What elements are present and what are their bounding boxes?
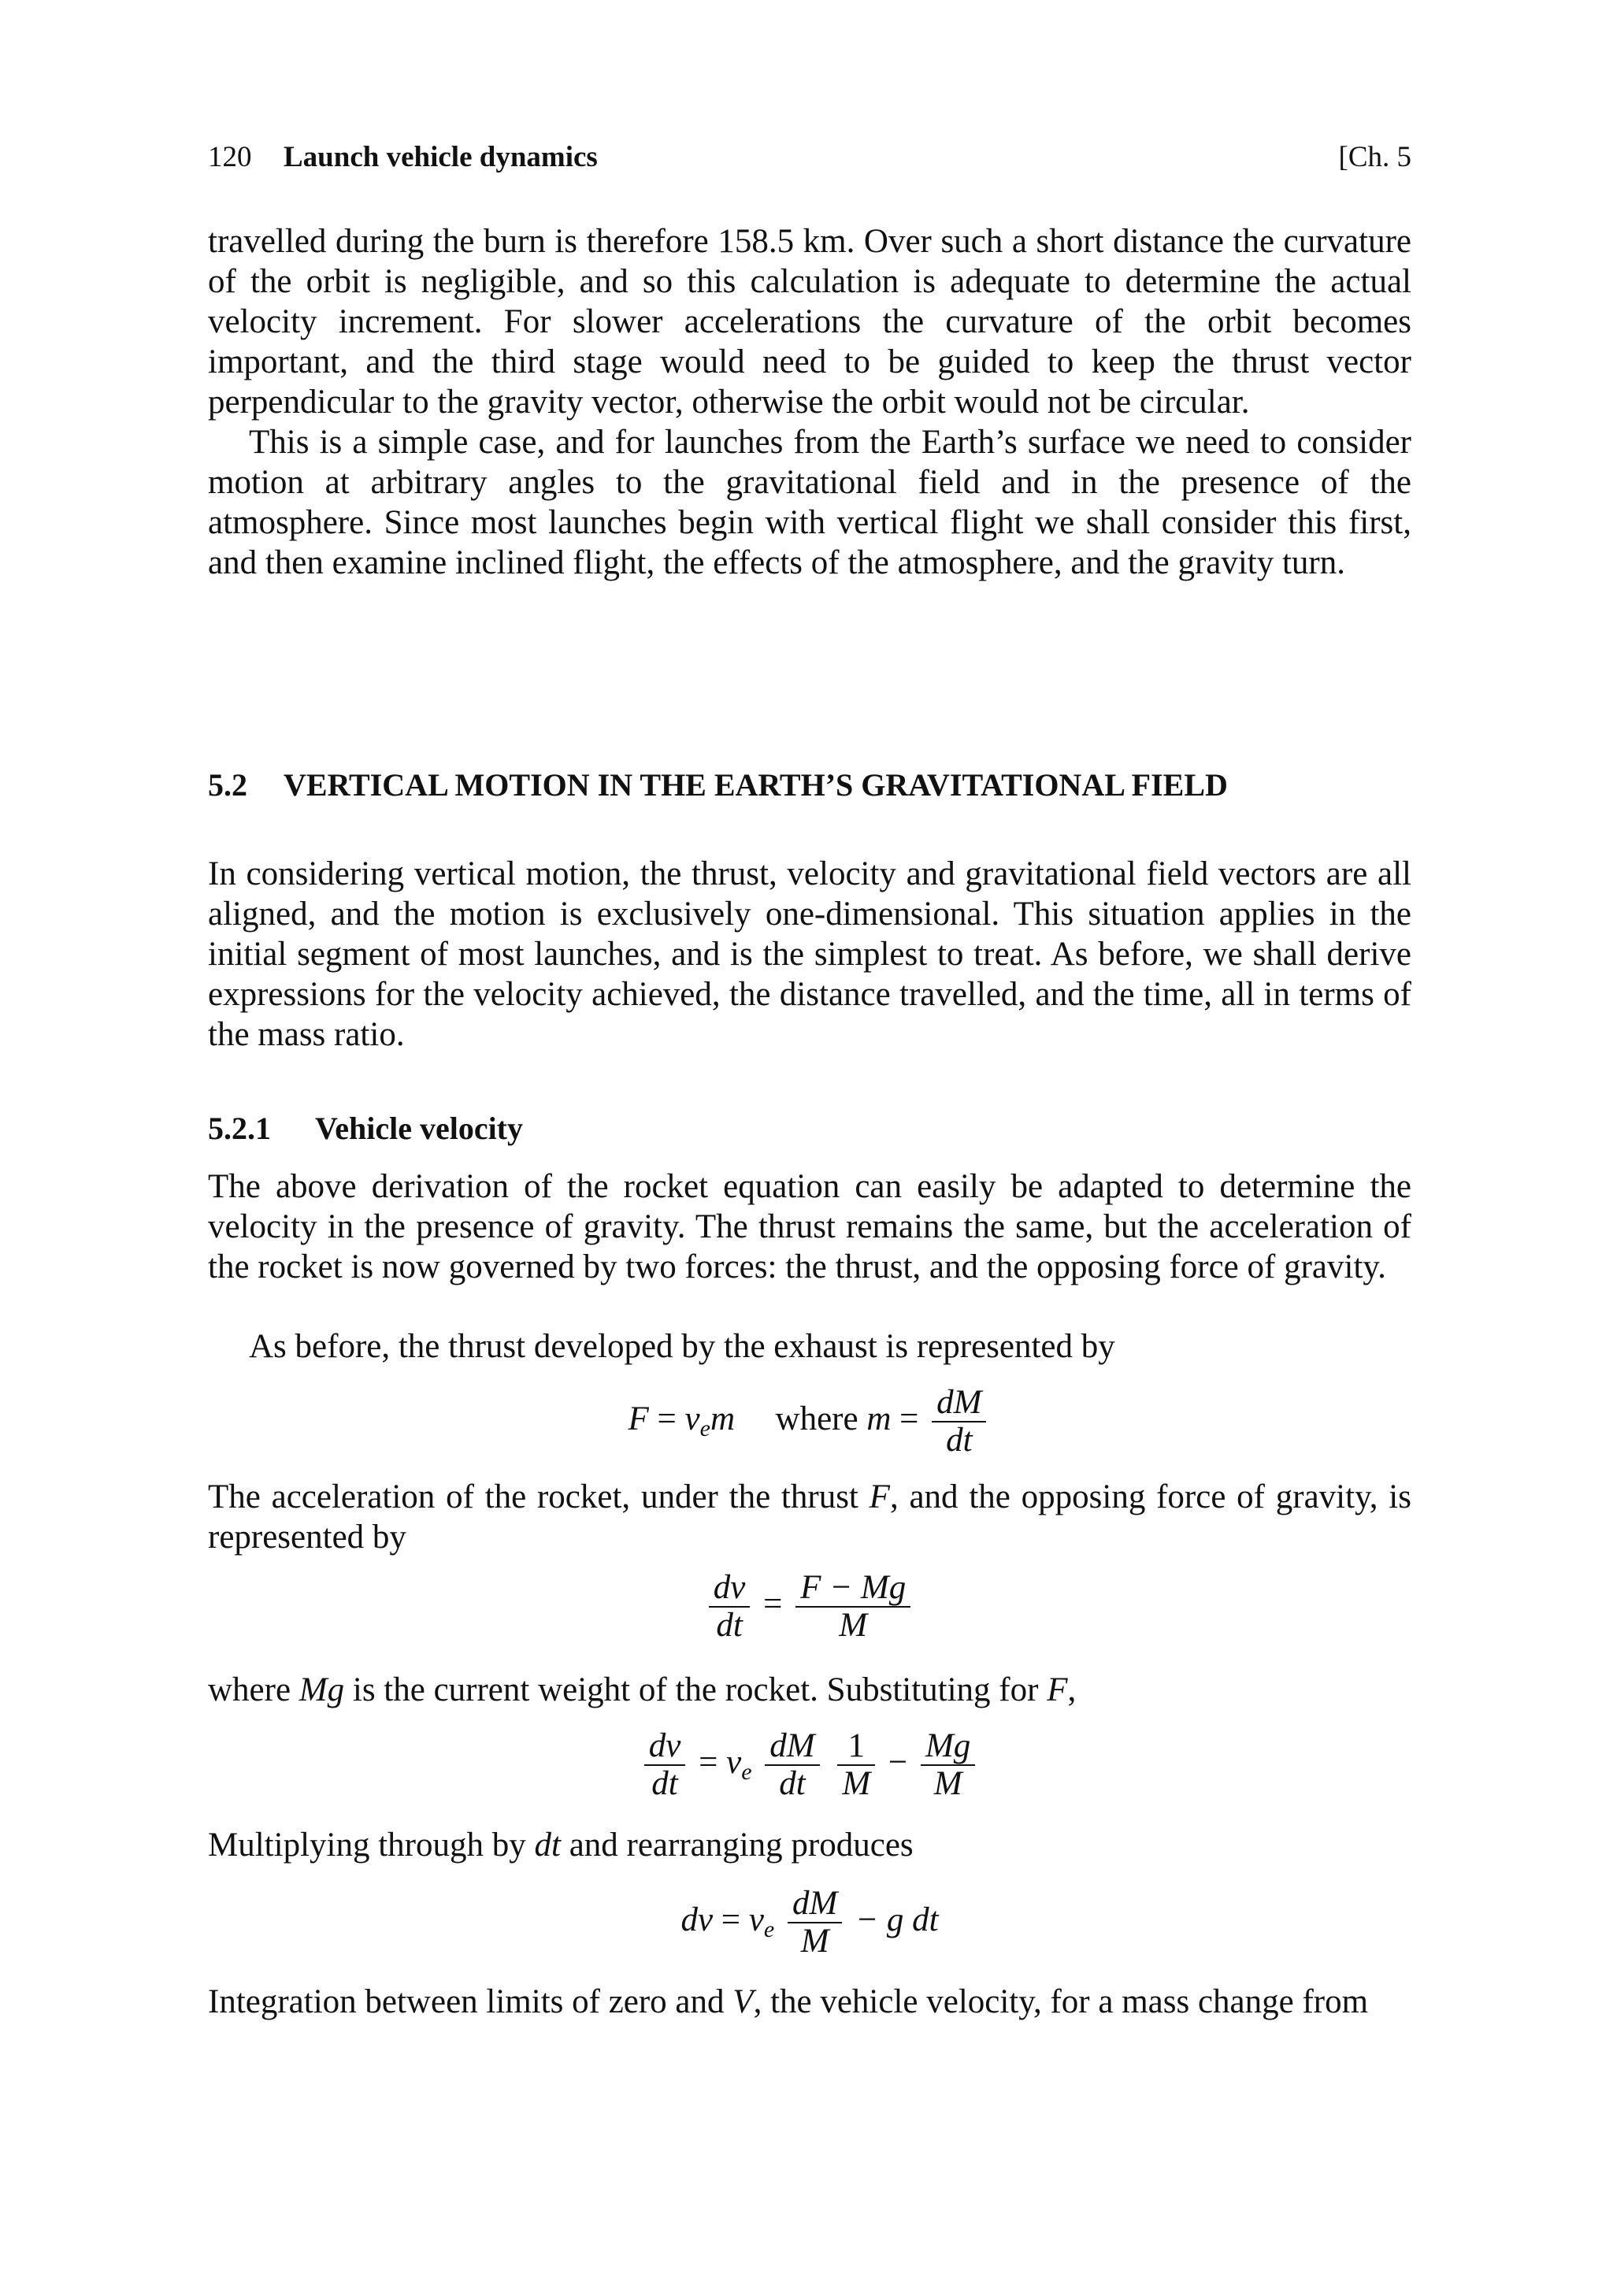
fraction: $\frac{dM}{dt}$ [932,1385,986,1459]
paragraph-text: This is a simple case, and for launches from the Earth’s surface we need to consider motion at arbitrary angles to the gravitational field and in the presence of the atmosphere. Since most launches begin with vertical flight we shall consider this first, and then examine inclined flight, the effects of the atmosphere, and the gravity turn. [208,424,1411,581]
paragraph-3 [208,854,1411,1055]
paragraph-7 [208,1670,1411,1710]
paragraph-text: As before, the thrust developed by the exhaust is represented by [249,1328,1115,1365]
paragraph-text: Multiplying through by dt and rearranging produces [208,1827,914,1864]
section-number: 5.2 [208,767,247,803]
fraction: $\frac{dv}{dt}$ [644,1728,686,1802]
paragraph-6 [208,1477,1411,1557]
paragraph-text: The above derivation of the rocket equation can easily be adapted to determine the velocity in the presence of gravity. The thrust remains the same, but the acceleration of the rocket is now governed by two forces: the thrust, and the opposing force of gravity. [208,1168,1411,1285]
paragraph-4 [208,1167,1411,1287]
running-title: Launch vehicle dynamics [284,141,598,173]
page-number: 120 [208,141,252,173]
section-title: VERTICAL MOTION IN THE EARTH’S GRAVITATIONAL FIELD [284,767,1228,803]
running-header [208,140,1411,180]
subsection-title: Vehicle velocity [315,1111,524,1146]
subsection-number: 5.2.1 [208,1111,271,1146]
paragraph-text: In considering vertical motion, the thrust, velocity and gravitational field vectors are all aligned, and the motion is exclusively one-dimensional. This situation applies in the initial segment of most launches, and is the simplest to treat. As before, we shall derive expressions for the velocity achieved, the distance travelled, and the time, all in terms of the mass ratio. [208,855,1411,1053]
fraction: $\frac{Mg}{M}$ [921,1728,975,1802]
fraction: $\frac{dM}{dt}$ [765,1728,819,1802]
fraction: $\frac{dM}{M}$ [788,1886,842,1960]
chapter-label: [Ch. 5 [1338,141,1411,173]
equation-acceleration: $\frac{dv}{dt}$ = $\frac{F - Mg}{M}$ [208,1570,1411,1644]
paragraph-9 [208,1982,1411,2022]
section-heading [208,766,1411,803]
paragraph-text: Integration between limits of zero and V, the vehicle velocity, for a mass change from [208,1983,1369,2020]
paragraph-8 [208,1825,1411,1865]
equation-differential: dv = $v_e$ $\frac{dM}{M}$ − g dt [680,1885,939,1960]
equation-thrust: $F = v_em$ where m = $\frac{dM}{dt}$ [208,1385,1411,1459]
paragraph-1 [208,221,1411,422]
paragraph-5 [208,1326,1411,1367]
fraction: $\frac{dv}{dt}$ [709,1570,751,1644]
subsection-heading [208,1110,1411,1147]
paragraph-text: where Mg is the current weight of the rocket. Substituting for F, [208,1671,1077,1708]
paragraph-2 [208,422,1411,583]
fraction: $\frac{1}{M}$ [837,1728,875,1802]
equation-substitution: $\frac{dv}{dt}$ = $v_e$ $\frac{dM}{dt}$ $\frac{1}{M}$ − $\frac{Mg}{M}$ [208,1728,1411,1802]
paragraph-text: travelled during the burn is therefore 158.5 km. Over such a short distance the curvature of the orbit is negligible, and so this calculation is adequate to determine the actual velocity increment. For slower accelerations the curvature of the orbit becomes important, and the third stage would need to be guided to keep the thrust vector perpendicular to the gravity vector, otherwise the orbit would not be circular. [208,223,1411,421]
paragraph-text: The acceleration of the rocket, under the thrust F, and the opposing force of gravity, is represented by [208,1478,1411,1556]
fraction: $\frac{F - Mg}{M}$ [795,1570,910,1644]
